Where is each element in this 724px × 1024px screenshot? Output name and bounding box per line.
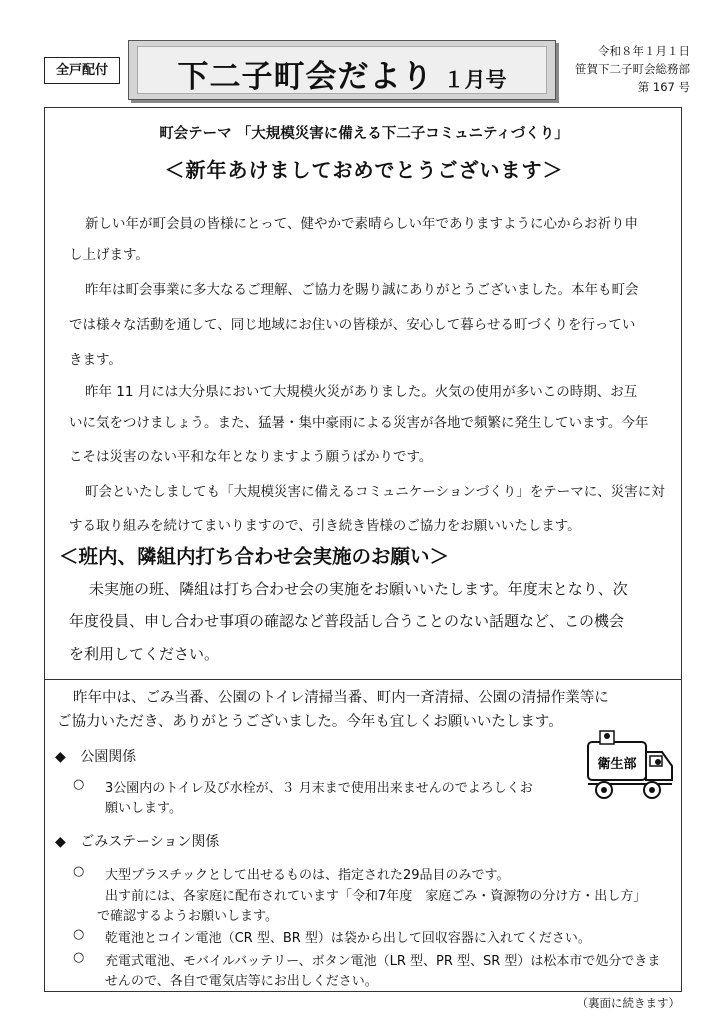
- park-item-line: 願いします。: [105, 801, 182, 816]
- circle-icon: ○: [73, 927, 85, 942]
- newsletter-title-box: [128, 40, 556, 100]
- paragraph-line: 新しい年が町会員の皆様にとって、健やかで素晴らしい年でありますように心からお祈り申: [85, 216, 638, 232]
- park-section: [55, 746, 136, 766]
- notice-box: [44, 679, 682, 992]
- garbage-item-line: 乾電池とコイン電池（CR 型、BR 型）は袋から出して回収容器に入れてください。: [105, 931, 591, 946]
- town-theme: 町会テーマ 「大規模災害に備える下二子コミュニティづくり」: [159, 126, 569, 142]
- main-article-box: [44, 107, 682, 680]
- paragraph-line: きます。: [69, 352, 122, 368]
- newsletter-title: 下二子町会だより: [177, 59, 434, 95]
- paragraph-line: する取り組みを続けてまいりますので、引き続き皆様のご協力をお願いいたします。: [69, 518, 581, 534]
- circle-icon: ○: [73, 864, 85, 879]
- paragraph-line: いに気をつけましょう。また、猛暑・集中豪雨による災害が各地で頻繁に発生しています。今年: [69, 415, 649, 431]
- circle-icon: ○: [73, 777, 85, 792]
- issue-date: 令和８年１月１日: [598, 44, 690, 58]
- garbage-item-line: 大型プラスチックとして出せるものは、指定された29品目のみです。: [105, 868, 510, 883]
- paragraph-line: こそは災害のない平和な年となりますよう願うばかりです。: [69, 449, 433, 465]
- garbage-section: [55, 831, 219, 851]
- garbage-item-line: 出す前には、各家庭に配布されています「令和7年度 家庭ごみ・資源物の分け方・出し方」: [105, 889, 647, 904]
- notice-intro-line: ご協力いただき、ありがとうございました。今年も宜しくお願いいたします。: [57, 714, 563, 730]
- publisher: 笹賀下二子町会総務部: [575, 62, 690, 76]
- paragraph-line: では様々な活動を通して、同じ地域にお住いの皆様が、安心して暮らせる町づくりを行ってい: [69, 317, 636, 333]
- paragraph-line: 町会といたしましても「大規模災害に備えるコミュニケーションづくり」をテーマに、災害に対: [85, 484, 665, 500]
- meeting-line: 年度役員、申し合わせ事項の確認など普段話し合うことのない話題など、この機会: [69, 612, 625, 630]
- meeting-line: を利用してください。: [69, 645, 220, 663]
- garbage-truck-icon: [586, 728, 676, 804]
- issue-meta: [560, 42, 690, 96]
- distribution-badge: 全戸配付: [44, 57, 120, 84]
- issue-number: 第 167 号: [637, 80, 690, 94]
- meeting-line: 未実施の班、隣組は打ち合わせ会の実施をお願いいたします。年度末となり、次: [89, 580, 628, 598]
- park-heading: 公園関係: [80, 749, 137, 765]
- circle-icon: ○: [73, 950, 85, 965]
- garbage-item-line: で確認するようお願いします。: [97, 909, 278, 924]
- garbage-item-line: 充電式電池、モバイルバッテリー、ボタン電池（LR 型、PR 型、SR 型）は松本市で処分できま: [105, 954, 661, 969]
- garbage-heading: ごみステーション関係: [80, 834, 220, 850]
- paragraph-line: し上げます。: [69, 247, 149, 263]
- paragraph-line: 昨年は町会事業に多大なるご理解、ご協力を賜り誠にありがとうございました。本年も町会: [85, 282, 639, 298]
- garbage-item-line: せんので、各自で電気店等にお出しください。: [105, 974, 378, 989]
- continued-note: （裏面に続きます）: [576, 996, 680, 1010]
- diamond-icon: ◆: [55, 834, 66, 850]
- diamond-icon: ◆: [55, 749, 66, 765]
- issue-month: １月号: [443, 68, 507, 92]
- truck-label: 衛生部: [597, 757, 637, 772]
- meeting-heading: ＜班内、隣組内打ち合わせ会実施のお願い＞: [59, 545, 450, 568]
- new-year-heading: ＜新年あけましておめでとうございます＞: [164, 158, 564, 182]
- park-item-line: 3公園内のトイレ及び水栓が、３ 月末まで使用出来ませんのでよろしくお: [105, 781, 533, 796]
- paragraph-line: 昨年 11 月には大分県において大規模火災がありました。火気の使用が多いこの時期、お互: [85, 384, 638, 400]
- notice-intro-line: 昨年中は、ごみ当番、公園のトイレ清掃当番、町内一斉清掃、公園の清掃作業等に: [73, 690, 609, 706]
